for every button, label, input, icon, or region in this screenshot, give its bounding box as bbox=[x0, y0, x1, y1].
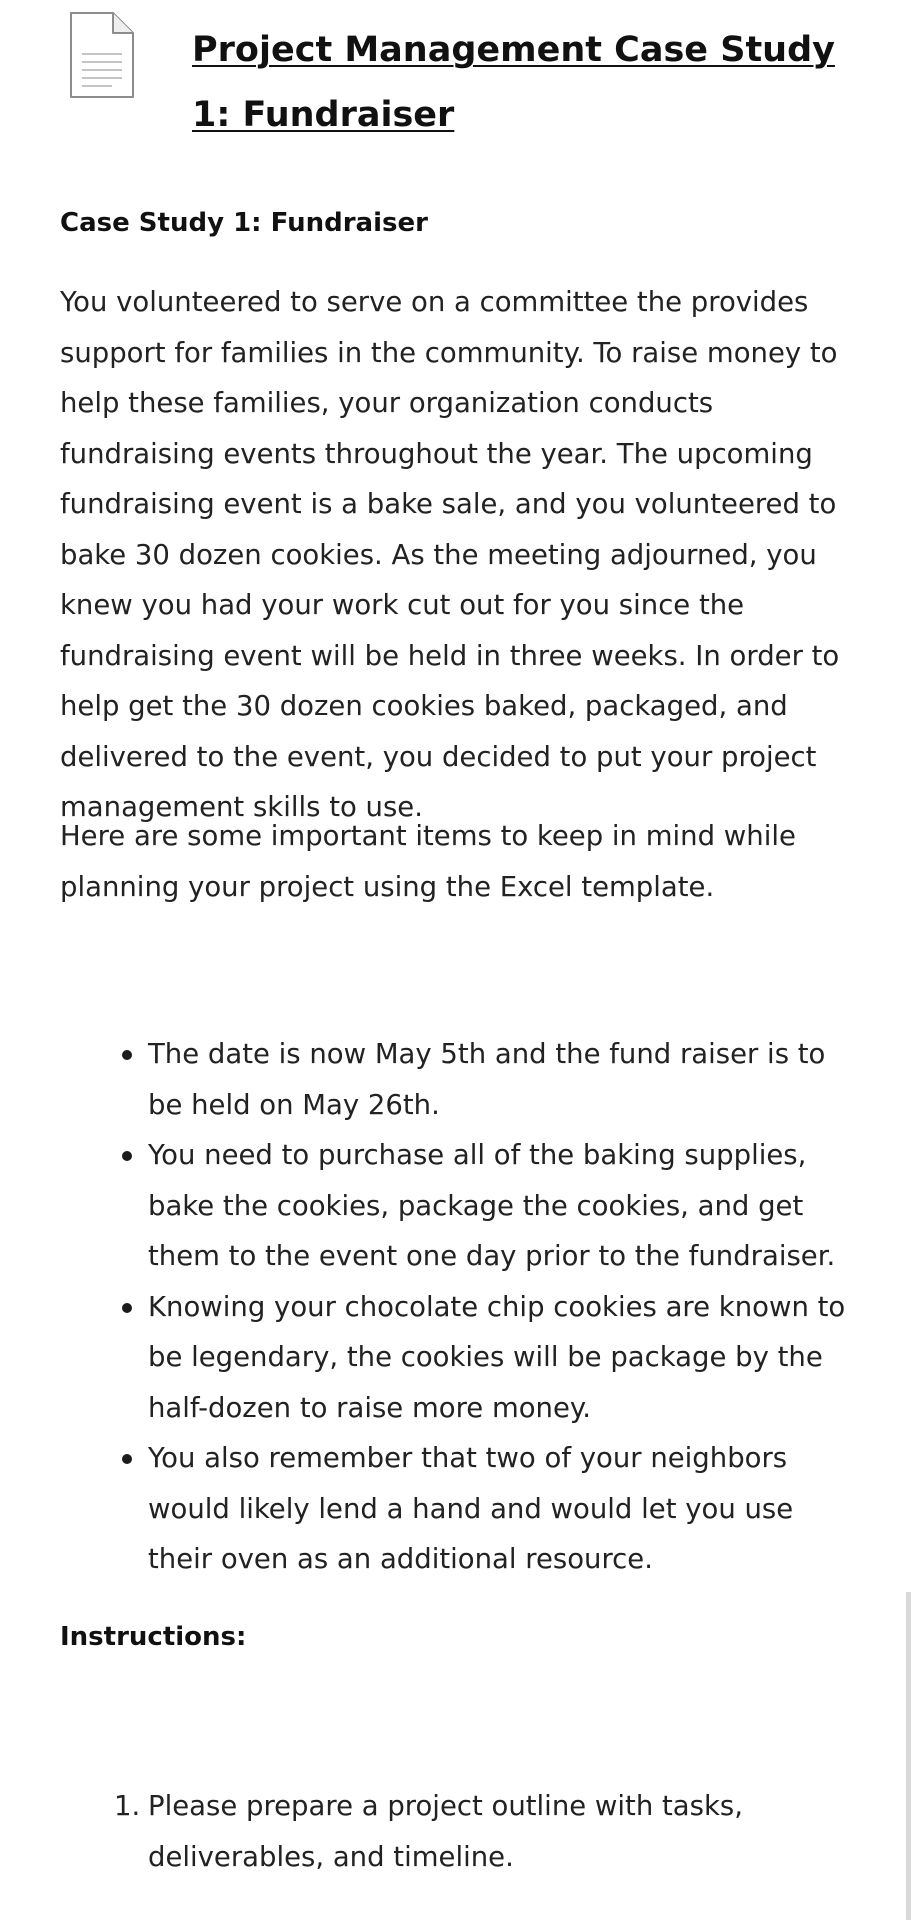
page-title[interactable]: Project Management Case Study 1: Fundraiser bbox=[192, 30, 835, 135]
instructions-heading: Instructions: bbox=[60, 1622, 247, 1652]
bullet-icon bbox=[122, 1050, 132, 1060]
bullet-icon bbox=[122, 1454, 132, 1464]
list-item bbox=[60, 1029, 860, 1130]
list-item-number: 1. bbox=[114, 1790, 141, 1822]
bullet-icon bbox=[122, 1303, 132, 1313]
section-heading: Case Study 1: Fundraiser bbox=[60, 208, 428, 238]
list-item-text: Please prepare a project outline with tasks, deliverables, and timeline. bbox=[148, 1790, 743, 1873]
intro-paragraph: You volunteered to serve on a committee the provides support for families in the community. To raise money to help these families, your organization conducts fundraising events throughout the year. The upcoming fundraising event is a bake sale, and you volunteered to bake 30 dozen cookies. As the meeting adjourned, you knew you had your work cut out for you since the fundraising event will be held in three weeks. In order to help get the 30 dozen cookies baked, packaged, and delivered to the event, you decided to put your project management skills to use. bbox=[60, 286, 840, 823]
instructions-list bbox=[60, 1781, 860, 1882]
list-item-text: The date is now May 5th and the fund raiser is to be held on May 26th. bbox=[148, 1038, 826, 1121]
list-item bbox=[60, 1282, 860, 1434]
scrollbar[interactable] bbox=[906, 1592, 911, 1920]
bullet-icon bbox=[122, 1151, 132, 1161]
list-item-text: Knowing your chocolate chip cookies are known to be legendary, the cookies will be package by the half-dozen to raise more money. bbox=[148, 1290, 846, 1424]
list-item bbox=[60, 1130, 860, 1282]
list-item bbox=[60, 1433, 860, 1585]
list-item bbox=[60, 1781, 860, 1882]
planning-paragraph: Here are some important items to keep in mind while planning your project using the Excel template. bbox=[60, 820, 796, 903]
list-item-text: You need to purchase all of the baking supplies, bake the cookies, package the cookies, and get them to the event one day prior to the fundraiser. bbox=[148, 1139, 836, 1272]
document-icon bbox=[68, 10, 136, 100]
list-item-text: You also remember that two of your neighbors would likely lend a hand and would let you use their oven as an additional resource. bbox=[148, 1442, 794, 1575]
key-items-list bbox=[60, 1029, 860, 1585]
